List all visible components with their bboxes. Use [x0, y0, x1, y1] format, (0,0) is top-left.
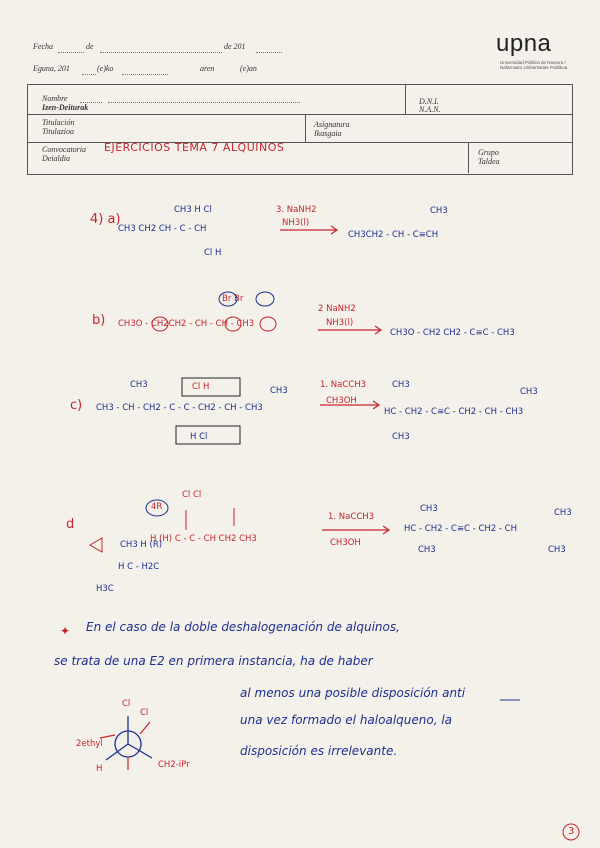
exercise-c-product-top: CH3 — [392, 380, 410, 390]
newman-label-cl1: Cl — [122, 699, 131, 709]
exercise-c-reactant: CH3 - CH - CH2 - C - C - CH2 - CH - CH3 — [96, 403, 263, 413]
nan-label: N.A.N. — [419, 105, 441, 114]
hilaren-label: (e)ko — [97, 64, 114, 73]
titulazio-label: Titulazioa — [42, 127, 75, 136]
eguna-label: Eguna, 201 — [33, 64, 70, 73]
exercise-b-reagent-top: 2 NaNH2 — [318, 304, 356, 314]
exercise-a-label: 4) a) — [90, 212, 121, 227]
upna-logo-subtitle: Universidad Pública de Navarra / Nafarroako Unibertsitate Publikoa — [500, 60, 568, 70]
exercise-c-product-right: CH3 — [520, 387, 538, 397]
newman-label-cl2: Cl — [140, 708, 149, 718]
exercise-d-product: HC - CH2 - C≡C - CH2 - CH — [404, 524, 517, 534]
grupo-label: Grupo — [478, 148, 499, 157]
asignatura-label: Asignatura — [314, 120, 350, 129]
exercise-d-chain: H C - H2C — [118, 562, 160, 572]
exercise-d-product-right-bottom: CH3 — [548, 545, 566, 555]
newman-label-h: H — [96, 764, 103, 774]
exercise-b-label: b) — [92, 313, 106, 328]
convocatoria-label: Convocatoria — [42, 145, 86, 154]
exercise-a-product-sub: CH3 — [430, 206, 448, 216]
page-number: 3 — [568, 826, 575, 837]
note-line-1: En el caso de la doble deshalogenación de alquinos, — [86, 620, 400, 634]
note-line-5: disposición es irrelevante. — [240, 744, 398, 758]
egun-label: (e)an — [240, 64, 257, 73]
deialdia-label: Deialdia — [42, 154, 70, 163]
exercise-c-label: c) — [70, 398, 83, 413]
newman-label-ipr: CH2-iPr — [158, 760, 190, 770]
note-line-2: se trata de una E2 en primera instancia, ha de haber — [54, 654, 373, 668]
exercise-d-reactant: H (H) C - C - CH CH2 CH3 — [150, 534, 257, 544]
exercise-c-reagent-bottom: CH3OH — [326, 396, 357, 406]
exercise-d-circled: 4R — [151, 502, 163, 512]
de-label-2: de 201 — [224, 42, 246, 51]
exercise-d-product-bottom: CH3 — [418, 545, 436, 555]
upna-logo: upna — [496, 30, 552, 57]
taldea-label: Taldea — [478, 157, 500, 166]
exercise-b-reagent-bottom: NH3(l) — [326, 318, 354, 328]
exercise-b-reactant: CH3O - CH2CH2 - CH - CH - CH3 — [118, 319, 255, 329]
exercise-d-chain2: H3C — [96, 584, 114, 594]
convocatoria-value: EJERCICIOS TEMA 7 ALQUINOS — [104, 141, 285, 154]
izen-label: Izen-Deiturak — [42, 103, 89, 112]
newman-label-ethyl: 2ethyl — [76, 739, 103, 749]
nombre-label: Nombre — [42, 94, 68, 103]
exercise-a-product: CH3CH2 - CH - C≡CH — [348, 230, 439, 240]
exercise-c-left-sub: CH3 — [130, 380, 148, 390]
exercise-d-product-right-top: CH3 — [554, 508, 572, 518]
fecha-label: Fecha — [33, 42, 53, 51]
exercise-d-reagent-bottom: CH3OH — [330, 538, 361, 548]
exercise-d-reagent-top: 1. NaCCH3 — [328, 512, 375, 522]
exercise-c-right-sub: CH3 — [270, 386, 288, 396]
exercise-c-product: HC - CH2 - C≡C - CH2 - CH - CH3 — [384, 407, 524, 417]
exercise-d-label: d — [66, 517, 75, 532]
note-line-3: al menos una posible disposición anti — [240, 686, 466, 700]
exercise-a-bottom-subs: Cl H — [204, 248, 222, 258]
ikasgaia-label: Ikasgaia — [314, 129, 342, 138]
exercise-c-box-bottom: H Cl — [190, 432, 208, 442]
exercise-b-product: CH3O - CH2 CH2 - C≡C - CH3 — [390, 328, 515, 338]
exercise-d-product-top: CH3 — [420, 504, 438, 514]
exercise-c-reagent-top: 1. NaCCH3 — [320, 380, 367, 390]
note-bullet: ✦ — [60, 624, 71, 638]
exercise-a-reactant: CH3 CH2 CH - C - CH — [118, 224, 207, 234]
de-label-1: de — [86, 42, 94, 51]
exercise-d-side-subs: CH3 H (R) — [120, 540, 163, 550]
exercise-d-top-subs: Cl Cl — [182, 490, 202, 500]
exercise-b-top-subs: Br Br — [222, 294, 244, 304]
exercise-a-reagent-bottom: NH3(l) — [282, 218, 310, 228]
aren-label: aren — [200, 64, 215, 73]
exercise-a-reagent-top: 3. NaNH2 — [276, 205, 317, 215]
titulacion-label: Titulación — [42, 118, 75, 127]
exercise-c-product-bottom: CH3 — [392, 432, 410, 442]
dni-label: D.N.I. — [419, 97, 439, 106]
exercise-c-box-top: Cl H — [192, 382, 210, 392]
exercise-a-top-subs: CH3 H Cl — [174, 205, 212, 215]
note-line-4: una vez formado el haloalqueno, la — [240, 713, 453, 727]
